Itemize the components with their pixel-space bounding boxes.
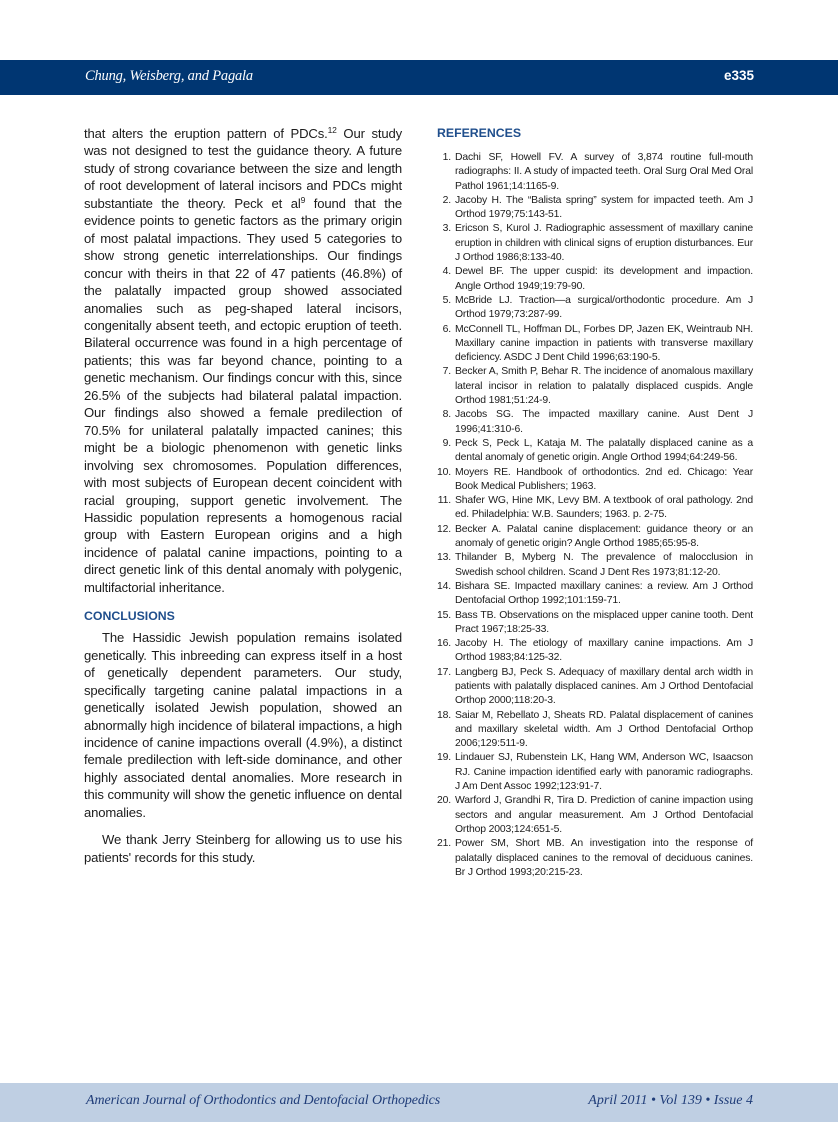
reference-number: 21. (437, 838, 451, 850)
reference-text: McBride LJ. Traction—a surgical/orthodontic procedure. Am J Orthod 1979;73:287-99. (455, 294, 753, 321)
reference-item (437, 837, 753, 880)
reference-number: 1. (442, 152, 451, 163)
reference-number: 20. (437, 795, 451, 807)
reference-number: 15. (437, 609, 451, 621)
reference-number: 3. (442, 223, 451, 235)
reference-item (437, 294, 753, 323)
reference-number: 10. (437, 466, 451, 478)
references-column (437, 125, 753, 880)
discussion-paragraph: that alters the eruption pattern of PDCs.$^{12}$ Our study was not designed to test the guidance theory. A future study of strong covariance between the size and length of root development of lateral incisors and PDCs might substantiate the theory. Peck et $al^9$ found that the evidence points to genetic factors as the primary origin of most palatal impactions. They used 5 categories to show strong genetic interrelationships. Our findings concur with theirs in that 22 of 47 patients (46.8%) of the palatally impacted group showed associated anomalies such as peg-shaped lateral incisors, congenitally absent teeth, and ectopic eruption of teeth. Bilateral occurrence was found in a high percentage of patients; this was far beyond chance, pointing to a genetic mechanism. Our findings concur with this, since 26.5% of the subjects had bilateral palatal impaction. Our findings also showed a female predilection of 70.5% for unilateral palatally impacted canines; this might be a biologic phenomenon with genetic links involving sex chromosomes. Population differences, with most subjects of European decent coincident with racial grouping, support genetic involvement. The Hassidic population represents a homogenous racial group with Eastern European origins and a high incidence of palatal canine impactions, pointing to a direct genetic link of this dental anomaly with polygenic, multifactorial inheritance. (84, 125, 402, 595)
reference-text: Jacobs SG. The impacted maxillary canine. Aust Dent J 1996;41:310-6. (455, 409, 753, 435)
conclusions-heading: CONCLUSIONS (84, 609, 175, 624)
reference-number: 7. (442, 366, 451, 378)
reference-text: Power SM, Short MB. An investigation into the response of palatally displaced canines to the removal of deciduous canines. Br J Orthod 1993;20:215-23. (455, 838, 753, 878)
reference-text: Ericson S, Kurol J. Radiographic assessment of maxillary canine eruption in children with clinical signs of eruption disturbances. Eur J Orthod 1986;8:133-40. (455, 223, 753, 264)
reference-number: 13. (437, 552, 451, 564)
reference-number: 16. (437, 638, 451, 650)
reference-item (437, 494, 753, 523)
reference-item (437, 709, 753, 752)
reference-text: Lindauer SJ, Rubenstein LK, Hang WM, Anderson WC, Isaacson RJ. Canine impaction identified early with panoramic radiographs. J Am Dent Assoc 1992;123:91-7. (455, 752, 753, 793)
reference-number: 8. (442, 409, 451, 421)
reference-text: McConnell TL, Hoffman DL, Forbes DP, Jazen EK, Weintraub NH. Maxillary canine impaction in patients with transverse maxillary deficiency. ASDC J Dent Child 1996;63:190-5. (455, 323, 753, 364)
reference-text: Becker A. Palatal canine displacement: guidance theory or an anomaly of genetic origin? Angle Orthod 1985;65:95-8. (455, 523, 753, 550)
reference-number: 9. (442, 437, 451, 449)
reference-item (437, 794, 753, 837)
reference-item (437, 194, 753, 223)
reference-number: 6. (442, 323, 451, 335)
reference-number: 12. (437, 523, 451, 535)
acknowledgment-paragraph: We thank Jerry Steinberg for allowing us to use his patients' records for this study. (84, 832, 402, 865)
reference-item (437, 751, 753, 794)
reference-item (437, 580, 753, 609)
reference-item (437, 466, 753, 495)
reference-item (437, 609, 753, 638)
running-header (0, 60, 838, 95)
reference-text: Bass TB. Observations on the misplaced upper canine tooth. Dent Pract 1967;18:25-33. (455, 609, 753, 635)
reference-text: Becker A, Smith P, Behar R. The incidence of anomalous maxillary lateral incisor in relation to palatally displaced cuspids. Angle Orthod 1981;51:24-9. (455, 366, 753, 407)
reference-text: Warford J, Grandhi R, Tira D. Prediction of canine impaction using sectors and angular measurement. Am J Orthod Dentofacial Orthop 2003;124:651-5. (455, 795, 753, 835)
left-column (84, 125, 402, 866)
reference-item (437, 222, 753, 265)
reference-number: 4. (442, 266, 451, 278)
header-authors: Chung, Weisberg, and Pagala (85, 68, 253, 84)
issue-info: April 2011 • Vol 139 • Issue 4 (588, 1093, 753, 1108)
reference-text: Thilander B, Myberg N. The prevalence of malocclusion in Swedish school children. Scand J Dent Res 1973;81:12-20. (455, 552, 753, 578)
reference-text: Shafer WG, Hine MK, Levy BM. A textbook of oral pathology. 2nd ed. Philadelphia: W.B. Saunders; 1963. p. 2-75. (455, 495, 753, 521)
page-number: e335 (723, 68, 754, 83)
reference-item (437, 523, 753, 552)
reference-text: Jacoby H. The “Balista spring” system for impacted teeth. Am J Orthod 1979;75:143-51. (455, 194, 753, 221)
reference-item (437, 151, 753, 194)
reference-item (437, 551, 753, 580)
citation-12: 12 (327, 125, 337, 135)
reference-number: 19. (437, 752, 451, 764)
reference-item (437, 637, 753, 666)
reference-number: 2. (442, 194, 451, 206)
reference-item (437, 365, 753, 408)
reference-item (437, 323, 753, 366)
reference-text: Bishara SE. Impacted maxillary canines: a review. Am J Orthod Dentofacial Orthop 1992;101:159-71. (455, 580, 753, 607)
reference-number: 14. (437, 580, 451, 592)
reference-item (437, 666, 753, 709)
reference-item (437, 408, 753, 437)
reference-item (437, 437, 753, 466)
reference-text: Dachi SF, Howell FV. A survey of 3,874 routine full-mouth radiographs: II. A study of impacted teeth. Oral Surg Oral Med Oral Pathol 1961;14:1165-9. (455, 152, 753, 192)
journal-name: American Journal of Orthodontics and Dentofacial Orthopedics (86, 1093, 441, 1108)
citation-9: 9 (300, 194, 306, 205)
reference-list (437, 151, 753, 880)
reference-text: Dewel BF. The upper cuspid: its development and impaction. Angle Orthod 1949;19:79-90. (455, 266, 753, 292)
reference-text: Saiar M, Rebellato J, Sheats RD. Palatal displacement of canines and maxillary skeletal width. Am J Orthod Dentofacial Orthop 2006;129:511-9. (455, 709, 753, 750)
reference-text: Langberg BJ, Peck S. Adequacy of maxillary dental arch width in patients with palatally displaced canines. Am J Orthod Dentofacial Orthop 2000;118:20-3. (455, 666, 753, 707)
running-footer (0, 1083, 838, 1122)
reference-item (437, 265, 753, 294)
reference-text: Peck S, Peck L, Kataja M. The palatally displaced canine as a dental anomaly of genetic origin. Angle Orthod 1994;64:249-56. (455, 437, 753, 464)
reference-number: 18. (437, 709, 451, 721)
reference-number: 5. (442, 294, 451, 306)
reference-text: Jacoby H. The etiology of maxillary canine impactions. Am J Orthod 1983;84:125-32. (455, 638, 753, 664)
reference-text: Moyers RE. Handbook of orthodontics. 2nd ed. Chicago: Year Book Medical Publishers; 1963. (455, 466, 753, 492)
reference-number: 17. (437, 666, 451, 678)
references-heading: REFERENCES (437, 126, 522, 140)
reference-number: 11. (437, 495, 451, 507)
conclusions-paragraph: The Hassidic Jewish population remains isolated genetically. This inbreeding can express itself in a host of genetically dependent parameters. Our study, specifically targeting canine palatal impactions in a genetically isolated Jewish population, showed an abnormally high incidence of bilateral impactions, a high incidence of canine impactions overall (4.9%), a distinct female predilection with left-side dominance, and other highly associated dental anomalies. More research in this community will show the genetic influence on dental anomalies. (84, 630, 402, 820)
